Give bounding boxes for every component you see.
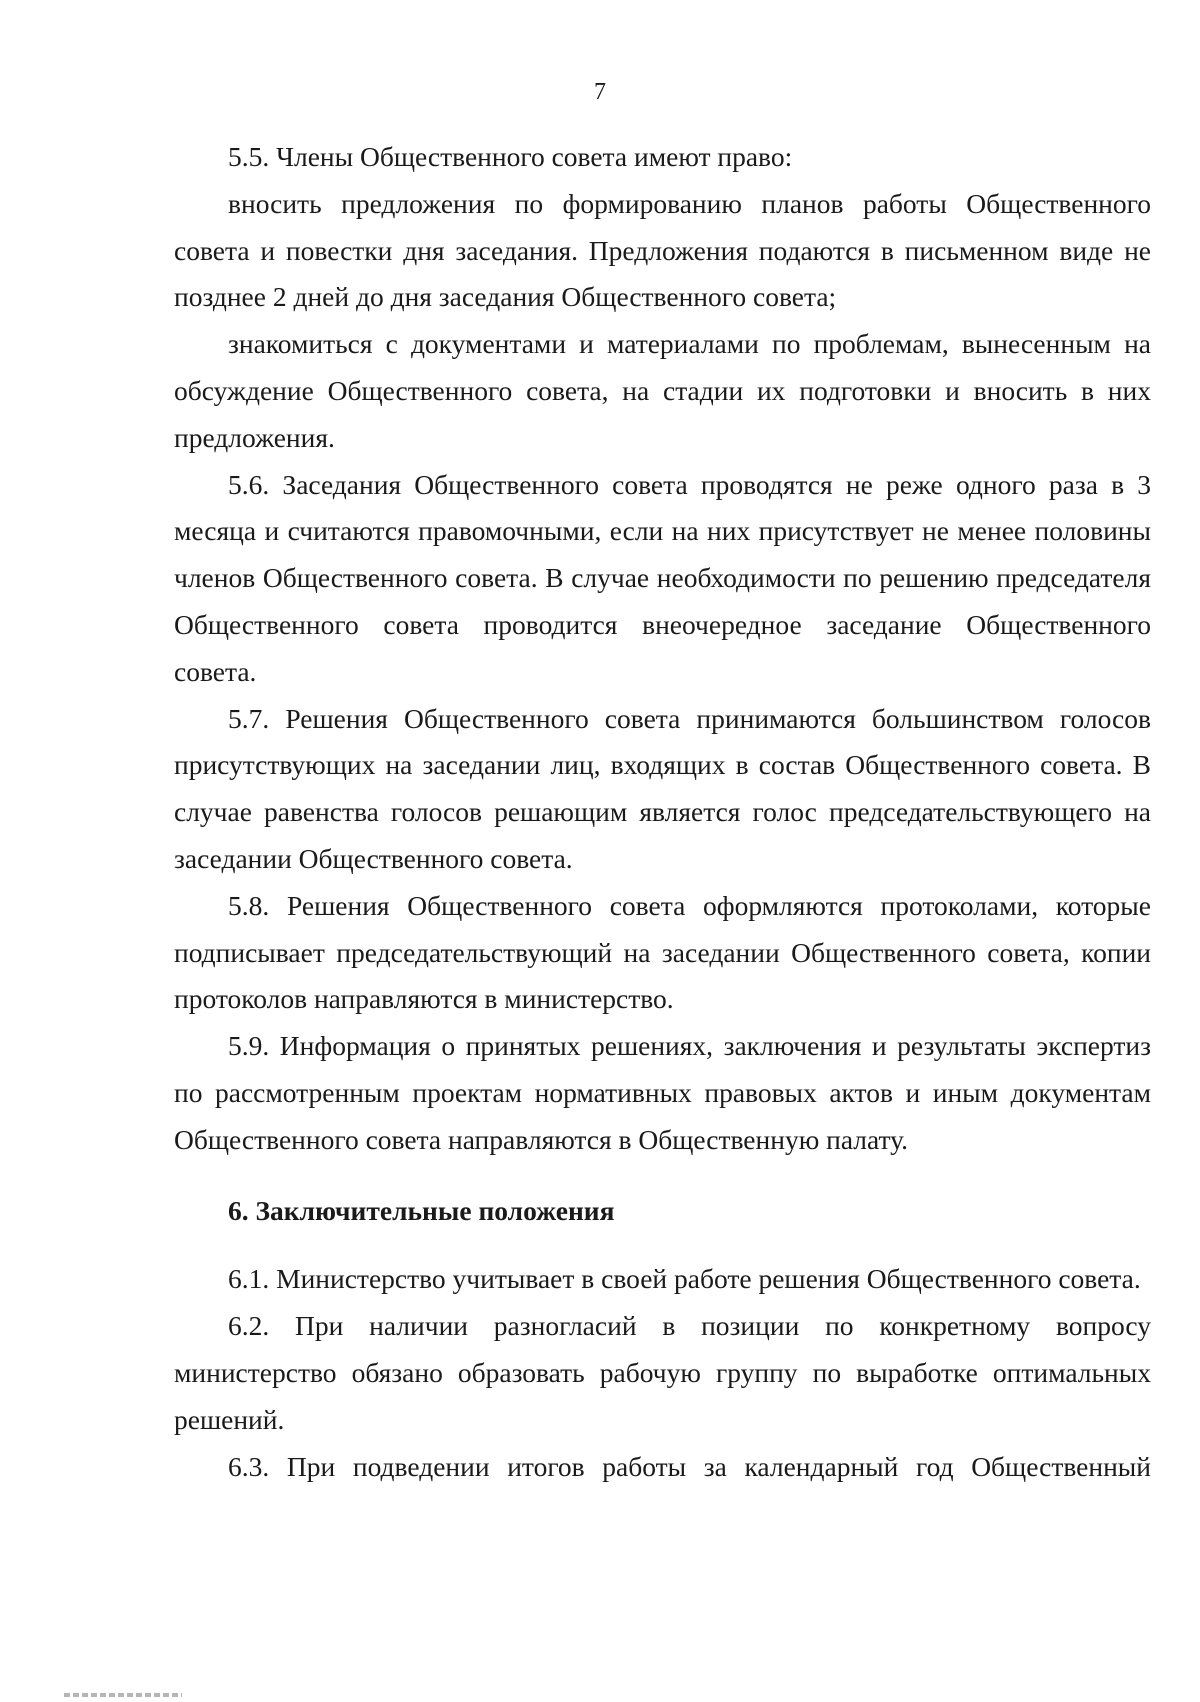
paragraph-5-9: 5.9. Информация о принятых решениях, заключения и результаты экспертиз по рассмотренным проектам нормативных правовых актов и иным документам Общественного совета направляются в Общественную палату. xyxy=(174,1030,1151,1155)
scan-artifact xyxy=(64,1693,182,1697)
paragraph-5-6: 5.6. Заседания Общественного совета проводятся не реже одного раза в 3 месяца и считаются правомочными, если на них присутствует не менее половины членов Общественного совета. В случае необходимости по решению председателя Общественного совета проводится внеочередное заседание Общественного совета. xyxy=(174,468,1151,687)
paragraph-5-5: 5.5. Члены Общественного совета имеют право: xyxy=(228,141,793,172)
section-heading: 6. Заключительные положения xyxy=(228,1194,615,1226)
paragraph-5-5-item-2: знакомиться с документами и материалами по проблемам, вынесенным на обсуждение Общественного совета, на стадии их подготовки и вносить в них предложения. xyxy=(174,328,1151,453)
paragraph-5-7: 5.7. Решения Общественного совета принимаются большинством голосов присутствующих на заседании лиц, входящих в состав Общественного совета. В случае равенства голосов решающим является голос председательствующего на заседании Общественного совета. xyxy=(174,702,1151,874)
paragraph-6-1: 6.1. Министерство учитывает в своей работе решения Общественного совета. xyxy=(228,1263,1141,1295)
paragraph-6-2: 6.2. При наличии разногласий в позиции по конкретному вопросу министерство обязано образовать рабочую группу по выработке оптимальных решений. xyxy=(174,1310,1151,1435)
page-number: 7 xyxy=(594,79,606,105)
paragraph-6-3: 6.3. При подведении итогов работы за календарный год Общественный xyxy=(228,1450,1151,1482)
paragraph-5-8: 5.8. Решения Общественного совета оформляются протоколами, которые подписывает председательствующий на заседании Общественного совета, копии протоколов направляются в министерство. xyxy=(174,889,1151,1015)
document-body xyxy=(174,134,1151,1490)
paragraph-5-5-item-1: вносить предложения по формированию планов работы Общественного совета и повестки дня заседания. Предложения подаются в письменном виде не позднее 2 дней до дня заседания Общественного совета; xyxy=(174,187,1151,313)
